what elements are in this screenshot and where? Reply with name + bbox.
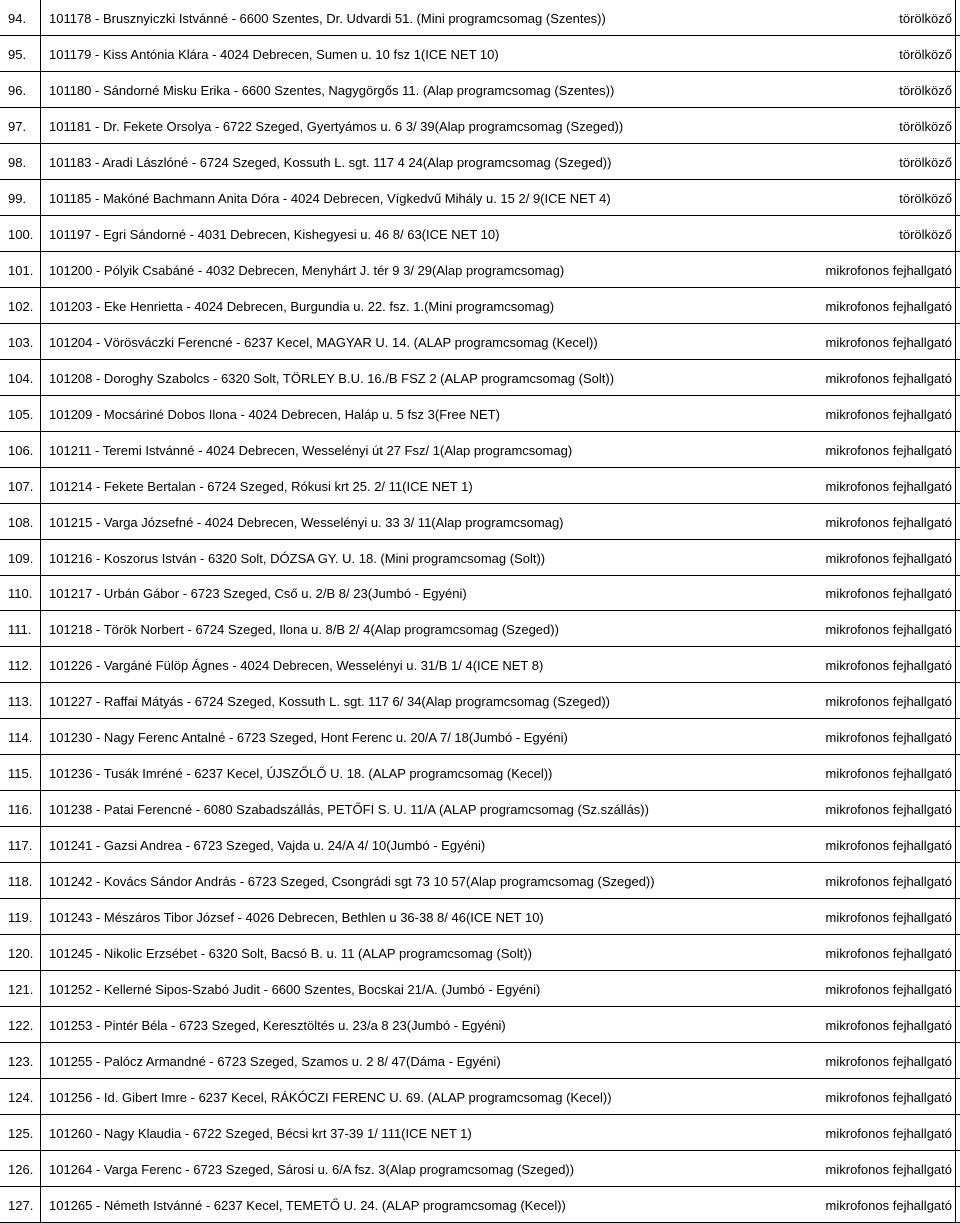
row-description: 101265 - Németh Istvánné - 6237 Kecel, TEMETŐ U. 24. (ALAP programcsomag (Kecel)) <box>49 1197 566 1213</box>
row-prize: mikrofonos fejhallgató <box>825 442 952 458</box>
row-number: 127. <box>8 1197 34 1213</box>
row-description: 101255 - Palócz Armandné - 6723 Szeged, Szamos u. 2 8/ 47(Dáma - Egyéni) <box>49 1054 501 1070</box>
row-description: 101260 - Nagy Klaudia - 6722 Szeged, Bécsi krt 37-39 1/ 111(ICE NET 1) <box>49 1126 472 1142</box>
row-number: 125. <box>8 1126 34 1142</box>
table-row <box>0 791 960 827</box>
row-number: 101. <box>8 262 34 278</box>
row-number: 117. <box>8 838 33 854</box>
row-prize: mikrofonos fejhallgató <box>825 334 952 350</box>
table-row <box>0 504 960 540</box>
row-prize: mikrofonos fejhallgató <box>825 730 952 746</box>
row-number: 99. <box>8 190 27 206</box>
row-number: 115. <box>8 766 33 782</box>
row-prize: mikrofonos fejhallgató <box>825 1162 952 1178</box>
row-description: 101241 - Gazsi Andrea - 6723 Szeged, Vajda u. 24/A 4/ 10(Jumbó - Egyéni) <box>49 838 486 854</box>
row-number: 102. <box>8 298 34 314</box>
row-number: 113. <box>8 694 33 710</box>
row-prize: törölköző <box>899 10 952 26</box>
row-description: 101242 - Kovács Sándor András - 6723 Szeged, Csongrádi sgt 73 10 57(Alap programcsomag (Szeged)) <box>49 874 655 890</box>
row-description: 101204 - Vörösváczki Ferencné - 6237 Kecel, MAGYAR U. 14. (ALAP programcsomag (Kecel)) <box>49 334 598 350</box>
row-number: 126. <box>8 1162 34 1178</box>
row-description: 101243 - Mészáros Tibor József - 4026 Debrecen, Bethlen u 36-38 8/ 46(ICE NET 10) <box>49 910 544 926</box>
table-row <box>0 540 960 576</box>
row-number: 107. <box>8 478 34 494</box>
row-prize: mikrofonos fejhallgató <box>825 982 952 998</box>
row-description: 101218 - Török Norbert - 6724 Szeged, Ilona u. 8/B 2/ 4(Alap programcsomag (Szeged)) <box>49 622 559 638</box>
row-description: 101178 - Brusznyiczki Istvánné - 6600 Szentes, Dr. Udvardi 51. (Mini programcsomag (Szentes)) <box>49 10 606 26</box>
row-description: 101209 - Mocsáriné Dobos Ilona - 4024 Debrecen, Haláp u. 5 fsz 3(Free NET) <box>49 406 500 422</box>
row-description: 101217 - Urbán Gábor - 6723 Szeged, Cső u. 2/B 8/ 23(Jumbó - Egyéni) <box>49 586 467 602</box>
table-row <box>0 36 960 72</box>
row-number: 119. <box>8 910 33 926</box>
row-prize: mikrofonos fejhallgató <box>825 1054 952 1070</box>
row-prize: mikrofonos fejhallgató <box>825 1126 952 1142</box>
row-prize: mikrofonos fejhallgató <box>825 838 952 854</box>
row-description: 101211 - Teremi Istvánné - 4024 Debrecen, Wesselényi út 27 Fsz/ 1(Alap programcsomag) <box>49 442 573 458</box>
row-prize: mikrofonos fejhallgató <box>825 802 952 818</box>
row-prize: mikrofonos fejhallgató <box>825 478 952 494</box>
row-prize: törölköző <box>899 226 952 242</box>
table-row <box>0 216 960 252</box>
row-prize: törölköző <box>899 118 952 134</box>
row-number: 110. <box>8 586 33 602</box>
row-number: 105. <box>8 406 34 422</box>
row-description: 101200 - Pólyik Csabáné - 4032 Debrecen, Menyhárt J. tér 9 3/ 29(Alap programcsomag) <box>49 262 565 278</box>
row-description: 101181 - Dr. Fekete Orsolya - 6722 Szeged, Gyertyámos u. 6 3/ 39(Alap programcsomag (Szeged)) <box>49 118 624 134</box>
row-prize: mikrofonos fejhallgató <box>825 262 952 278</box>
table-row <box>0 324 960 360</box>
row-number: 98. <box>8 154 27 170</box>
table-row <box>0 108 960 144</box>
table-row <box>0 827 960 863</box>
row-description: 101180 - Sándorné Misku Erika - 6600 Szentes, Nagygörgős 11. (Alap programcsomag (Szentes)) <box>49 82 615 98</box>
table-row <box>0 1043 960 1079</box>
row-prize: mikrofonos fejhallgató <box>825 910 952 926</box>
row-prize: mikrofonos fejhallgató <box>825 550 952 566</box>
table-row <box>0 0 960 36</box>
row-description: 101245 - Nikolic Erzsébet - 6320 Solt, Bacsó B. u. 11 (ALAP programcsomag (Solt)) <box>49 946 532 962</box>
table-row <box>0 1115 960 1151</box>
row-description: 101183 - Aradi Lászlóné - 6724 Szeged, Kossuth L. sgt. 117 4 24(Alap programcsomag (Szeged)) <box>49 154 612 170</box>
table-row <box>0 755 960 791</box>
row-number: 111. <box>8 622 32 638</box>
row-prize: mikrofonos fejhallgató <box>825 658 952 674</box>
row-description: 101215 - Varga Józsefné - 4024 Debrecen, Wesselényi u. 33 3/ 11(Alap programcsomag) <box>49 514 564 530</box>
table-row <box>0 432 960 468</box>
table-row <box>0 683 960 719</box>
row-number: 121. <box>8 982 34 998</box>
row-prize: mikrofonos fejhallgató <box>825 298 952 314</box>
table-row <box>0 144 960 180</box>
row-prize: mikrofonos fejhallgató <box>825 622 952 638</box>
table-row <box>0 971 960 1007</box>
row-number: 108. <box>8 514 34 530</box>
row-prize: mikrofonos fejhallgató <box>825 1018 952 1034</box>
row-number: 118. <box>8 874 33 890</box>
row-prize: mikrofonos fejhallgató <box>825 1090 952 1106</box>
row-number: 123. <box>8 1054 34 1070</box>
row-description: 101185 - Makóné Bachmann Anita Dóra - 4024 Debrecen, Vígkedvű Mihály u. 15 2/ 9(ICE NET 4) <box>49 190 611 206</box>
table-row <box>0 468 960 504</box>
row-description: 101227 - Raffai Mátyás - 6724 Szeged, Kossuth L. sgt. 117 6/ 34(Alap programcsomag (Szeged)) <box>49 694 610 710</box>
row-description: 101226 - Vargáné Fülöp Ágnes - 4024 Debrecen, Wesselényi u. 31/B 1/ 4(ICE NET 8) <box>49 658 544 674</box>
table-row <box>0 899 960 935</box>
table-row <box>0 396 960 432</box>
row-prize: mikrofonos fejhallgató <box>825 1197 952 1213</box>
table-row <box>0 180 960 216</box>
row-description: 101197 - Egri Sándorné - 4031 Debrecen, Kishegyesi u. 46 8/ 63(ICE NET 10) <box>49 226 500 242</box>
row-prize: mikrofonos fejhallgató <box>825 514 952 530</box>
row-number: 103. <box>8 334 34 350</box>
row-number: 104. <box>8 370 34 386</box>
table-row <box>0 935 960 971</box>
row-number: 94. <box>8 10 27 26</box>
row-number: 112. <box>8 658 33 674</box>
row-description: 101203 - Eke Henrietta - 4024 Debrecen, Burgundia u. 22. fsz. 1.(Mini programcsomag) <box>49 298 555 314</box>
row-description: 101253 - Pintér Béla - 6723 Szeged, Keresztöltés u. 23/a 8 23(Jumbó - Egyéni) <box>49 1018 506 1034</box>
row-number: 95. <box>8 46 27 62</box>
row-number: 97. <box>8 118 27 134</box>
row-number: 124. <box>8 1090 34 1106</box>
row-description: 101230 - Nagy Ferenc Antalné - 6723 Szeged, Hont Ferenc u. 20/A 7/ 18(Jumbó - Egyéni) <box>49 730 568 746</box>
table-row <box>0 1007 960 1043</box>
row-prize: törölköző <box>899 190 952 206</box>
row-prize: törölköző <box>899 46 952 62</box>
row-number: 100. <box>8 226 34 242</box>
table-row <box>0 647 960 683</box>
row-description: 101256 - Id. Gibert Imre - 6237 Kecel, RÁKÓCZI FERENC U. 69. (ALAP programcsomag (Kecel)) <box>49 1090 612 1106</box>
row-prize: törölköző <box>899 82 952 98</box>
row-description: 101214 - Fekete Bertalan - 6724 Szeged, Rókusi krt 25. 2/ 11(ICE NET 1) <box>49 478 473 494</box>
row-number: 114. <box>8 730 33 746</box>
row-description: 101179 - Kiss Antónia Klára - 4024 Debrecen, Sumen u. 10 fsz 1(ICE NET 10) <box>49 46 499 62</box>
row-number: 122. <box>8 1018 34 1034</box>
table-row <box>0 612 960 648</box>
table-row <box>0 1151 960 1187</box>
table-row <box>0 360 960 396</box>
row-number: 106. <box>8 442 34 458</box>
table-row <box>0 252 960 288</box>
row-prize: mikrofonos fejhallgató <box>825 766 952 782</box>
row-number: 116. <box>8 802 33 818</box>
row-prize: mikrofonos fejhallgató <box>825 370 952 386</box>
table-row <box>0 719 960 755</box>
row-number: 120. <box>8 946 34 962</box>
row-description: 101252 - Kellerné Sipos-Szabó Judit - 6600 Szentes, Bocskai 21/A. (Jumbó - Egyéni) <box>49 982 541 998</box>
row-description: 101236 - Tusák Imréné - 6237 Kecel, ÚJSZŐLŐ U. 18. (ALAP programcsomag (Kecel)) <box>49 766 553 782</box>
row-prize: mikrofonos fejhallgató <box>825 694 952 710</box>
table-row <box>0 1079 960 1115</box>
row-prize: mikrofonos fejhallgató <box>825 874 952 890</box>
table-row <box>0 72 960 108</box>
row-description: 101216 - Koszorus István - 6320 Solt, DÓZSA GY. U. 18. (Mini programcsomag (Solt)) <box>49 550 546 566</box>
table-row <box>0 288 960 324</box>
table-row <box>0 576 960 612</box>
table-row <box>0 863 960 899</box>
table-row <box>0 1187 960 1223</box>
row-description: 101208 - Doroghy Szabolcs - 6320 Solt, TÖRLEY B.U. 16./B FSZ 2 (ALAP programcsomag (Solt)) <box>49 370 615 386</box>
row-number: 96. <box>8 82 27 98</box>
row-prize: mikrofonos fejhallgató <box>825 406 952 422</box>
row-prize: törölköző <box>899 154 952 170</box>
row-prize: mikrofonos fejhallgató <box>825 586 952 602</box>
row-description: 101264 - Varga Ferenc - 6723 Szeged, Sárosi u. 6/A fsz. 3(Alap programcsomag (Szeged)) <box>49 1162 575 1178</box>
row-number: 109. <box>8 550 34 566</box>
row-description: 101238 - Patai Ferencné - 6080 Szabadszállás, PETŐFI S. U. 11/A (ALAP programcsomag (Sz.szállás)) <box>49 802 649 818</box>
row-prize: mikrofonos fejhallgató <box>825 946 952 962</box>
